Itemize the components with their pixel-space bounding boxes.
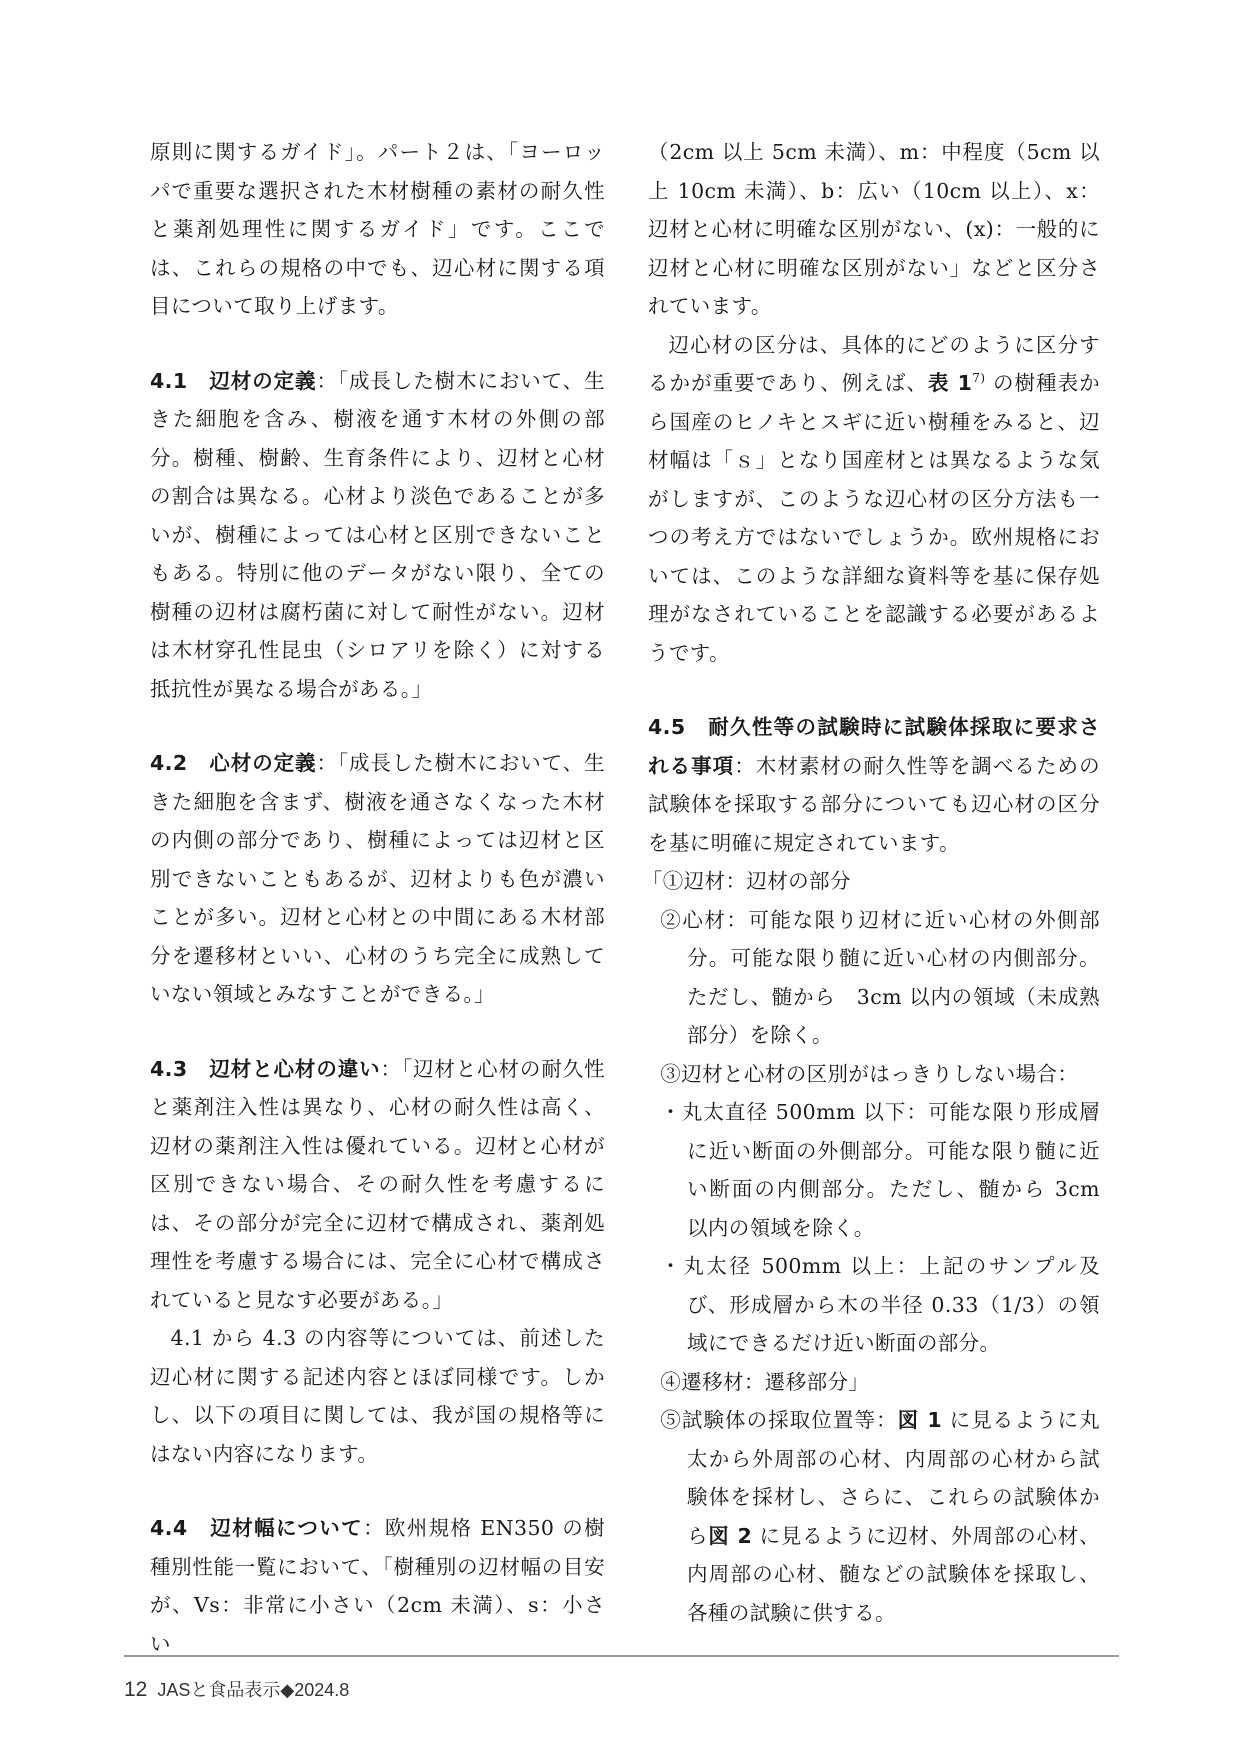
list-item-text: に見るように辺材、外周部の心材、内周部の心材、髄などの試験体を採取し、各種の試験に供する。: [686, 1523, 1100, 1625]
paragraph-after-4-3: 4.1 から 4.3 の内容等については、前述した辺心材に関する記述内容とほぼ同様です。しかし、以下の項目に関しては、我が国の規格等にはない内容になります。: [150, 1326, 605, 1466]
list-item: ④遷移材：遷移部分」: [660, 1369, 870, 1394]
page-footer: [124, 1676, 349, 1702]
section-4-2-body: ：「成長した樹木において、生きた細胞を含まず、樹液を通さなくなった木材の内側の部分であり、樹種によっては辺材と区別できないこともあるが、辺材よりも色が濃いことが多い。辺材と心材との中間にある木材部分を遷移材といい、心材のうち完全に成熟していない領域とみなすことができる。」: [150, 751, 605, 1006]
table-1-reference: 表 1: [927, 371, 973, 395]
section-4-2-heading: 4.2 心材の定義: [150, 751, 317, 775]
section-4-5-heading: 4.5 耐久性等の試験時に試験体採取に要求される事項: [648, 715, 1100, 778]
left-column: [150, 133, 605, 1663]
section-4-5: [648, 708, 1100, 862]
section-4-2: [150, 744, 605, 1014]
paragraph-text: の樹種表から国産のヒノキとスギに近い樹種をみると、辺材幅は「ｓ」となり国産材とは異なるような気がしますが、このような辺心材の区分方法も一つの考え方ではないでしょうか。欧州規格においては、このような詳細な資料等を基に保存処理がなされていることを認識する必要があるようです。: [648, 371, 1100, 665]
section-4-3-body: ：「辺材と心材の耐久性と薬剤注入性は異なり、心材の耐久性は高く、辺材の薬剤注入性は優れている。辺材と心材が区別できない場合、その耐久性を考慮するには、その部分が完全に辺材で構成され、薬剤処理性を考慮する場合には、完全に心材で構成されていると見なす必要がある。」: [150, 1056, 605, 1312]
list-item: [648, 1401, 1100, 1632]
list-item: 「①辺材：辺材の部分: [641, 869, 851, 893]
paragraph-text: 辺心材の区分は、具体的にどのように区分するかが重要であり、例えば、: [648, 332, 1100, 395]
right-column: [641, 133, 1100, 1632]
section-4-5-body: ：木材素材の耐久性等を調べるための試験体を採取する部分についても辺心材の区分を基に明確に規定されています。: [648, 753, 1100, 855]
list-item-text: に見るように丸太から外周部の心材、内周部の心材から試験体を採材し、さらに、これらの試験体から: [686, 1408, 1100, 1548]
bullet-item: ・丸太径 500mm 以上：上記のサンプル及び、形成層から木の半径 0.33（1/3）の領域にできるだけ近い断面の部分。: [660, 1254, 1100, 1355]
list-item: ③辺材と心材の区別がはっきりしない場合：: [660, 1061, 1079, 1086]
figure-1-reference: 図 1: [897, 1408, 943, 1432]
section-4-4: [150, 1509, 605, 1663]
publication-info: JASと食品表示◆2024.8: [157, 1680, 350, 1700]
footer-divider: [124, 1655, 1119, 1657]
list-item-text: ⑤試験体の採取位置等：: [660, 1408, 898, 1432]
figure-2-reference: 図 2: [708, 1523, 753, 1548]
section-4-1: [150, 362, 605, 709]
citation-superscript: 7): [972, 371, 986, 386]
continued-paragraph: （2cm 以上 5cm 未満）、m：中程度（5cm 以上 10cm 未満）、b：広い（10cm 以上）、x：辺材と心材に明確な区別がない、(x)：一般的に辺材と心材に明確な区別がない」などと区分されています。: [648, 140, 1100, 318]
section-4-1-heading: 4.1 辺材の定義: [150, 368, 317, 393]
section-4-3-heading: 4.3 辺材と心材の違い: [150, 1056, 381, 1081]
section-4-1-body: ：「成長した樹木において、生きた細胞を含み、樹液を通す木材の外側の部分。樹種、樹齢、生育条件により、辺材と心材の割合は異なる。心材より淡色であることが多いが、樹種によっては心材と区別できないこともある。特別に他のデータがない限り、全ての樹種の辺材は腐朽菌に対して耐性がない。辺材は木材穿孔性昆虫（シロアリを除く）に対する抵抗性が異なる場合がある。」: [150, 368, 605, 701]
section-4-4-body: ：欧州規格 EN350 の樹種別性能一覧において、「樹種別の辺材幅の目安が、Vs：非常に小さい（2cm 未満）、s：小さい: [150, 1516, 605, 1656]
intro-paragraph: 原則に関するガイド」。パート２は、「ヨーロッパで重要な選択された木材樹種の素材の耐久性と薬剤処理性に関するガイド」です。ここでは、これらの規格の中でも、辺心材に関する項目について取り上げます。: [150, 140, 605, 318]
section-4-4-heading: 4.4 辺材幅について: [150, 1516, 364, 1540]
page-number: 12: [124, 1678, 148, 1701]
list-item: ②心材：可能な限り辺材に近い心材の外側部分。可能な限り髄に近い心材の内側部分。ただし、髄から 3cm 以内の領域（未成熟部分）を除く。: [660, 907, 1100, 1047]
bullet-item: ・丸太直径 500mm 以下：可能な限り形成層に近い断面の外側部分。可能な限り髄に近い断面の内側部分。ただし、髄から 3cm 以内の領域を除く。: [660, 1100, 1100, 1240]
sapwood-classification-paragraph: [648, 326, 1100, 673]
section-4-3: [150, 1050, 605, 1320]
